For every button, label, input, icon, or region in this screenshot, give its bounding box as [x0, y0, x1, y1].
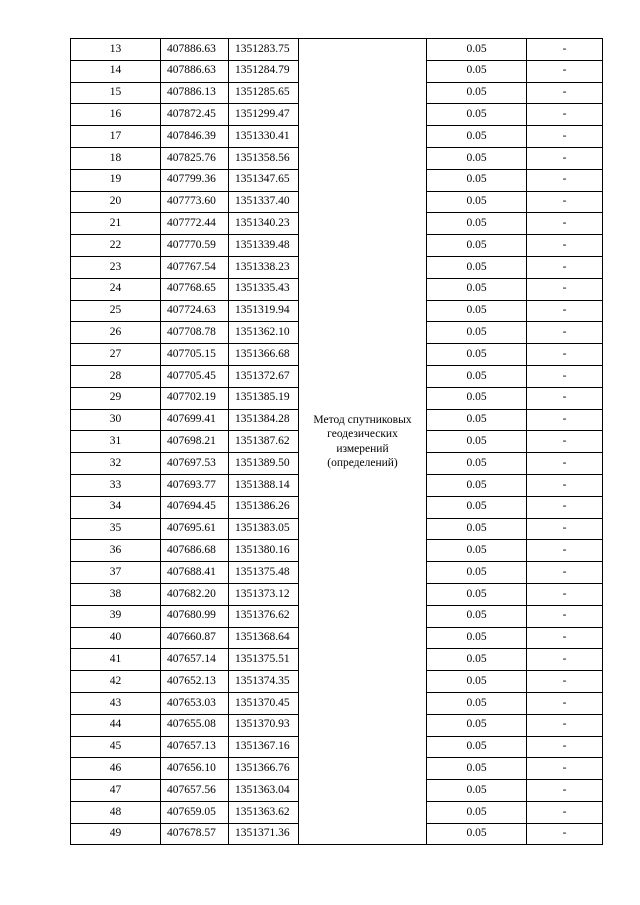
accuracy-cell: 0.05 [427, 780, 527, 802]
point-number-cell: 16 [71, 104, 161, 126]
point-number-cell: 13 [71, 39, 161, 61]
point-number-cell: 24 [71, 278, 161, 300]
accuracy-cell: 0.05 [427, 823, 527, 845]
y-coordinate-cell: 1351338.23 [229, 256, 299, 278]
point-number-cell: 31 [71, 431, 161, 453]
y-coordinate-cell: 1351335.43 [229, 278, 299, 300]
point-number-cell: 39 [71, 605, 161, 627]
accuracy-cell: 0.05 [427, 365, 527, 387]
note-cell: - [527, 82, 603, 104]
x-coordinate-cell: 407886.63 [161, 60, 229, 82]
accuracy-cell: 0.05 [427, 147, 527, 169]
point-number-cell: 33 [71, 474, 161, 496]
point-number-cell: 32 [71, 453, 161, 475]
point-number-cell: 48 [71, 801, 161, 823]
y-coordinate-cell: 1351383.05 [229, 518, 299, 540]
note-cell: - [527, 147, 603, 169]
y-coordinate-cell: 1351368.64 [229, 627, 299, 649]
y-coordinate-cell: 1351370.93 [229, 714, 299, 736]
accuracy-cell: 0.05 [427, 104, 527, 126]
point-number-cell: 35 [71, 518, 161, 540]
note-cell: - [527, 278, 603, 300]
point-number-cell: 14 [71, 60, 161, 82]
y-coordinate-cell: 1351330.41 [229, 126, 299, 148]
accuracy-cell: 0.05 [427, 496, 527, 518]
accuracy-cell: 0.05 [427, 671, 527, 693]
y-coordinate-cell: 1351370.45 [229, 692, 299, 714]
y-coordinate-cell: 1351366.76 [229, 758, 299, 780]
x-coordinate-cell: 407724.63 [161, 300, 229, 322]
note-cell: - [527, 453, 603, 475]
point-number-cell: 34 [71, 496, 161, 518]
point-number-cell: 21 [71, 213, 161, 235]
point-number-cell: 47 [71, 780, 161, 802]
x-coordinate-cell: 407695.61 [161, 518, 229, 540]
note-cell: - [527, 387, 603, 409]
accuracy-cell: 0.05 [427, 409, 527, 431]
y-coordinate-cell: 1351285.65 [229, 82, 299, 104]
accuracy-cell: 0.05 [427, 60, 527, 82]
y-coordinate-cell: 1351389.50 [229, 453, 299, 475]
point-number-cell: 42 [71, 671, 161, 693]
point-number-cell: 28 [71, 365, 161, 387]
y-coordinate-cell: 1351319.94 [229, 300, 299, 322]
accuracy-cell: 0.05 [427, 605, 527, 627]
y-coordinate-cell: 1351340.23 [229, 213, 299, 235]
x-coordinate-cell: 407680.99 [161, 605, 229, 627]
accuracy-cell: 0.05 [427, 692, 527, 714]
table-row [71, 39, 603, 61]
x-coordinate-cell: 407705.15 [161, 344, 229, 366]
note-cell: - [527, 474, 603, 496]
accuracy-cell: 0.05 [427, 736, 527, 758]
note-cell: - [527, 692, 603, 714]
x-coordinate-cell: 407702.19 [161, 387, 229, 409]
point-number-cell: 37 [71, 562, 161, 584]
point-number-cell: 17 [71, 126, 161, 148]
x-coordinate-cell: 407886.13 [161, 82, 229, 104]
x-coordinate-cell: 407682.20 [161, 583, 229, 605]
note-cell: - [527, 322, 603, 344]
note-cell: - [527, 39, 603, 61]
x-coordinate-cell: 407657.13 [161, 736, 229, 758]
y-coordinate-cell: 1351347.65 [229, 169, 299, 191]
x-coordinate-cell: 407686.68 [161, 540, 229, 562]
y-coordinate-cell: 1351363.62 [229, 801, 299, 823]
y-coordinate-cell: 1351283.75 [229, 39, 299, 61]
point-number-cell: 49 [71, 823, 161, 845]
accuracy-cell: 0.05 [427, 213, 527, 235]
note-cell: - [527, 583, 603, 605]
point-number-cell: 23 [71, 256, 161, 278]
note-cell: - [527, 256, 603, 278]
note-cell: - [527, 823, 603, 845]
accuracy-cell: 0.05 [427, 300, 527, 322]
coordinates-table-body [71, 39, 603, 845]
x-coordinate-cell: 407698.21 [161, 431, 229, 453]
method-cell: Метод спутниковых геодезических измерений (определений) [299, 39, 427, 845]
x-coordinate-cell: 407872.45 [161, 104, 229, 126]
note-cell: - [527, 801, 603, 823]
y-coordinate-cell: 1351362.10 [229, 322, 299, 344]
x-coordinate-cell: 407655.08 [161, 714, 229, 736]
note-cell: - [527, 671, 603, 693]
y-coordinate-cell: 1351363.04 [229, 780, 299, 802]
y-coordinate-cell: 1351299.47 [229, 104, 299, 126]
x-coordinate-cell: 407694.45 [161, 496, 229, 518]
coordinates-table [70, 38, 603, 845]
x-coordinate-cell: 407697.53 [161, 453, 229, 475]
y-coordinate-cell: 1351380.16 [229, 540, 299, 562]
x-coordinate-cell: 407653.03 [161, 692, 229, 714]
x-coordinate-cell: 407657.14 [161, 649, 229, 671]
x-coordinate-cell: 407678.57 [161, 823, 229, 845]
point-number-cell: 46 [71, 758, 161, 780]
y-coordinate-cell: 1351371.36 [229, 823, 299, 845]
note-cell: - [527, 714, 603, 736]
accuracy-cell: 0.05 [427, 518, 527, 540]
accuracy-cell: 0.05 [427, 627, 527, 649]
x-coordinate-cell: 407708.78 [161, 322, 229, 344]
note-cell: - [527, 191, 603, 213]
point-number-cell: 18 [71, 147, 161, 169]
y-coordinate-cell: 1351384.28 [229, 409, 299, 431]
y-coordinate-cell: 1351337.40 [229, 191, 299, 213]
point-number-cell: 30 [71, 409, 161, 431]
accuracy-cell: 0.05 [427, 169, 527, 191]
accuracy-cell: 0.05 [427, 562, 527, 584]
x-coordinate-cell: 407772.44 [161, 213, 229, 235]
point-number-cell: 41 [71, 649, 161, 671]
note-cell: - [527, 409, 603, 431]
point-number-cell: 15 [71, 82, 161, 104]
y-coordinate-cell: 1351376.62 [229, 605, 299, 627]
y-coordinate-cell: 1351386.26 [229, 496, 299, 518]
point-number-cell: 43 [71, 692, 161, 714]
note-cell: - [527, 780, 603, 802]
point-number-cell: 36 [71, 540, 161, 562]
accuracy-cell: 0.05 [427, 344, 527, 366]
x-coordinate-cell: 407693.77 [161, 474, 229, 496]
accuracy-cell: 0.05 [427, 39, 527, 61]
point-number-cell: 19 [71, 169, 161, 191]
x-coordinate-cell: 407660.87 [161, 627, 229, 649]
note-cell: - [527, 540, 603, 562]
point-number-cell: 25 [71, 300, 161, 322]
note-cell: - [527, 627, 603, 649]
x-coordinate-cell: 407688.41 [161, 562, 229, 584]
y-coordinate-cell: 1351387.62 [229, 431, 299, 453]
accuracy-cell: 0.05 [427, 256, 527, 278]
note-cell: - [527, 300, 603, 322]
y-coordinate-cell: 1351373.12 [229, 583, 299, 605]
note-cell: - [527, 431, 603, 453]
point-number-cell: 29 [71, 387, 161, 409]
accuracy-cell: 0.05 [427, 474, 527, 496]
x-coordinate-cell: 407656.10 [161, 758, 229, 780]
x-coordinate-cell: 407770.59 [161, 235, 229, 257]
accuracy-cell: 0.05 [427, 583, 527, 605]
point-number-cell: 44 [71, 714, 161, 736]
note-cell: - [527, 213, 603, 235]
x-coordinate-cell: 407825.76 [161, 147, 229, 169]
note-cell: - [527, 562, 603, 584]
note-cell: - [527, 605, 603, 627]
x-coordinate-cell: 407652.13 [161, 671, 229, 693]
x-coordinate-cell: 407846.39 [161, 126, 229, 148]
note-cell: - [527, 60, 603, 82]
accuracy-cell: 0.05 [427, 431, 527, 453]
y-coordinate-cell: 1351375.48 [229, 562, 299, 584]
y-coordinate-cell: 1351358.56 [229, 147, 299, 169]
point-number-cell: 26 [71, 322, 161, 344]
accuracy-cell: 0.05 [427, 82, 527, 104]
x-coordinate-cell: 407699.41 [161, 409, 229, 431]
x-coordinate-cell: 407705.45 [161, 365, 229, 387]
x-coordinate-cell: 407767.54 [161, 256, 229, 278]
y-coordinate-cell: 1351375.51 [229, 649, 299, 671]
note-cell: - [527, 344, 603, 366]
point-number-cell: 45 [71, 736, 161, 758]
note-cell: - [527, 736, 603, 758]
accuracy-cell: 0.05 [427, 235, 527, 257]
note-cell: - [527, 365, 603, 387]
note-cell: - [527, 169, 603, 191]
note-cell: - [527, 649, 603, 671]
accuracy-cell: 0.05 [427, 191, 527, 213]
accuracy-cell: 0.05 [427, 387, 527, 409]
x-coordinate-cell: 407799.36 [161, 169, 229, 191]
accuracy-cell: 0.05 [427, 649, 527, 671]
y-coordinate-cell: 1351385.19 [229, 387, 299, 409]
x-coordinate-cell: 407659.05 [161, 801, 229, 823]
accuracy-cell: 0.05 [427, 540, 527, 562]
point-number-cell: 40 [71, 627, 161, 649]
accuracy-cell: 0.05 [427, 453, 527, 475]
y-coordinate-cell: 1351388.14 [229, 474, 299, 496]
note-cell: - [527, 235, 603, 257]
x-coordinate-cell: 407657.56 [161, 780, 229, 802]
x-coordinate-cell: 407768.65 [161, 278, 229, 300]
y-coordinate-cell: 1351374.35 [229, 671, 299, 693]
note-cell: - [527, 126, 603, 148]
note-cell: - [527, 518, 603, 540]
accuracy-cell: 0.05 [427, 801, 527, 823]
accuracy-cell: 0.05 [427, 278, 527, 300]
note-cell: - [527, 496, 603, 518]
point-number-cell: 38 [71, 583, 161, 605]
point-number-cell: 22 [71, 235, 161, 257]
accuracy-cell: 0.05 [427, 758, 527, 780]
y-coordinate-cell: 1351284.79 [229, 60, 299, 82]
accuracy-cell: 0.05 [427, 322, 527, 344]
x-coordinate-cell: 407886.63 [161, 39, 229, 61]
y-coordinate-cell: 1351339.48 [229, 235, 299, 257]
y-coordinate-cell: 1351367.16 [229, 736, 299, 758]
accuracy-cell: 0.05 [427, 126, 527, 148]
note-cell: - [527, 758, 603, 780]
y-coordinate-cell: 1351366.68 [229, 344, 299, 366]
y-coordinate-cell: 1351372.67 [229, 365, 299, 387]
point-number-cell: 20 [71, 191, 161, 213]
x-coordinate-cell: 407773.60 [161, 191, 229, 213]
point-number-cell: 27 [71, 344, 161, 366]
accuracy-cell: 0.05 [427, 714, 527, 736]
note-cell: - [527, 104, 603, 126]
